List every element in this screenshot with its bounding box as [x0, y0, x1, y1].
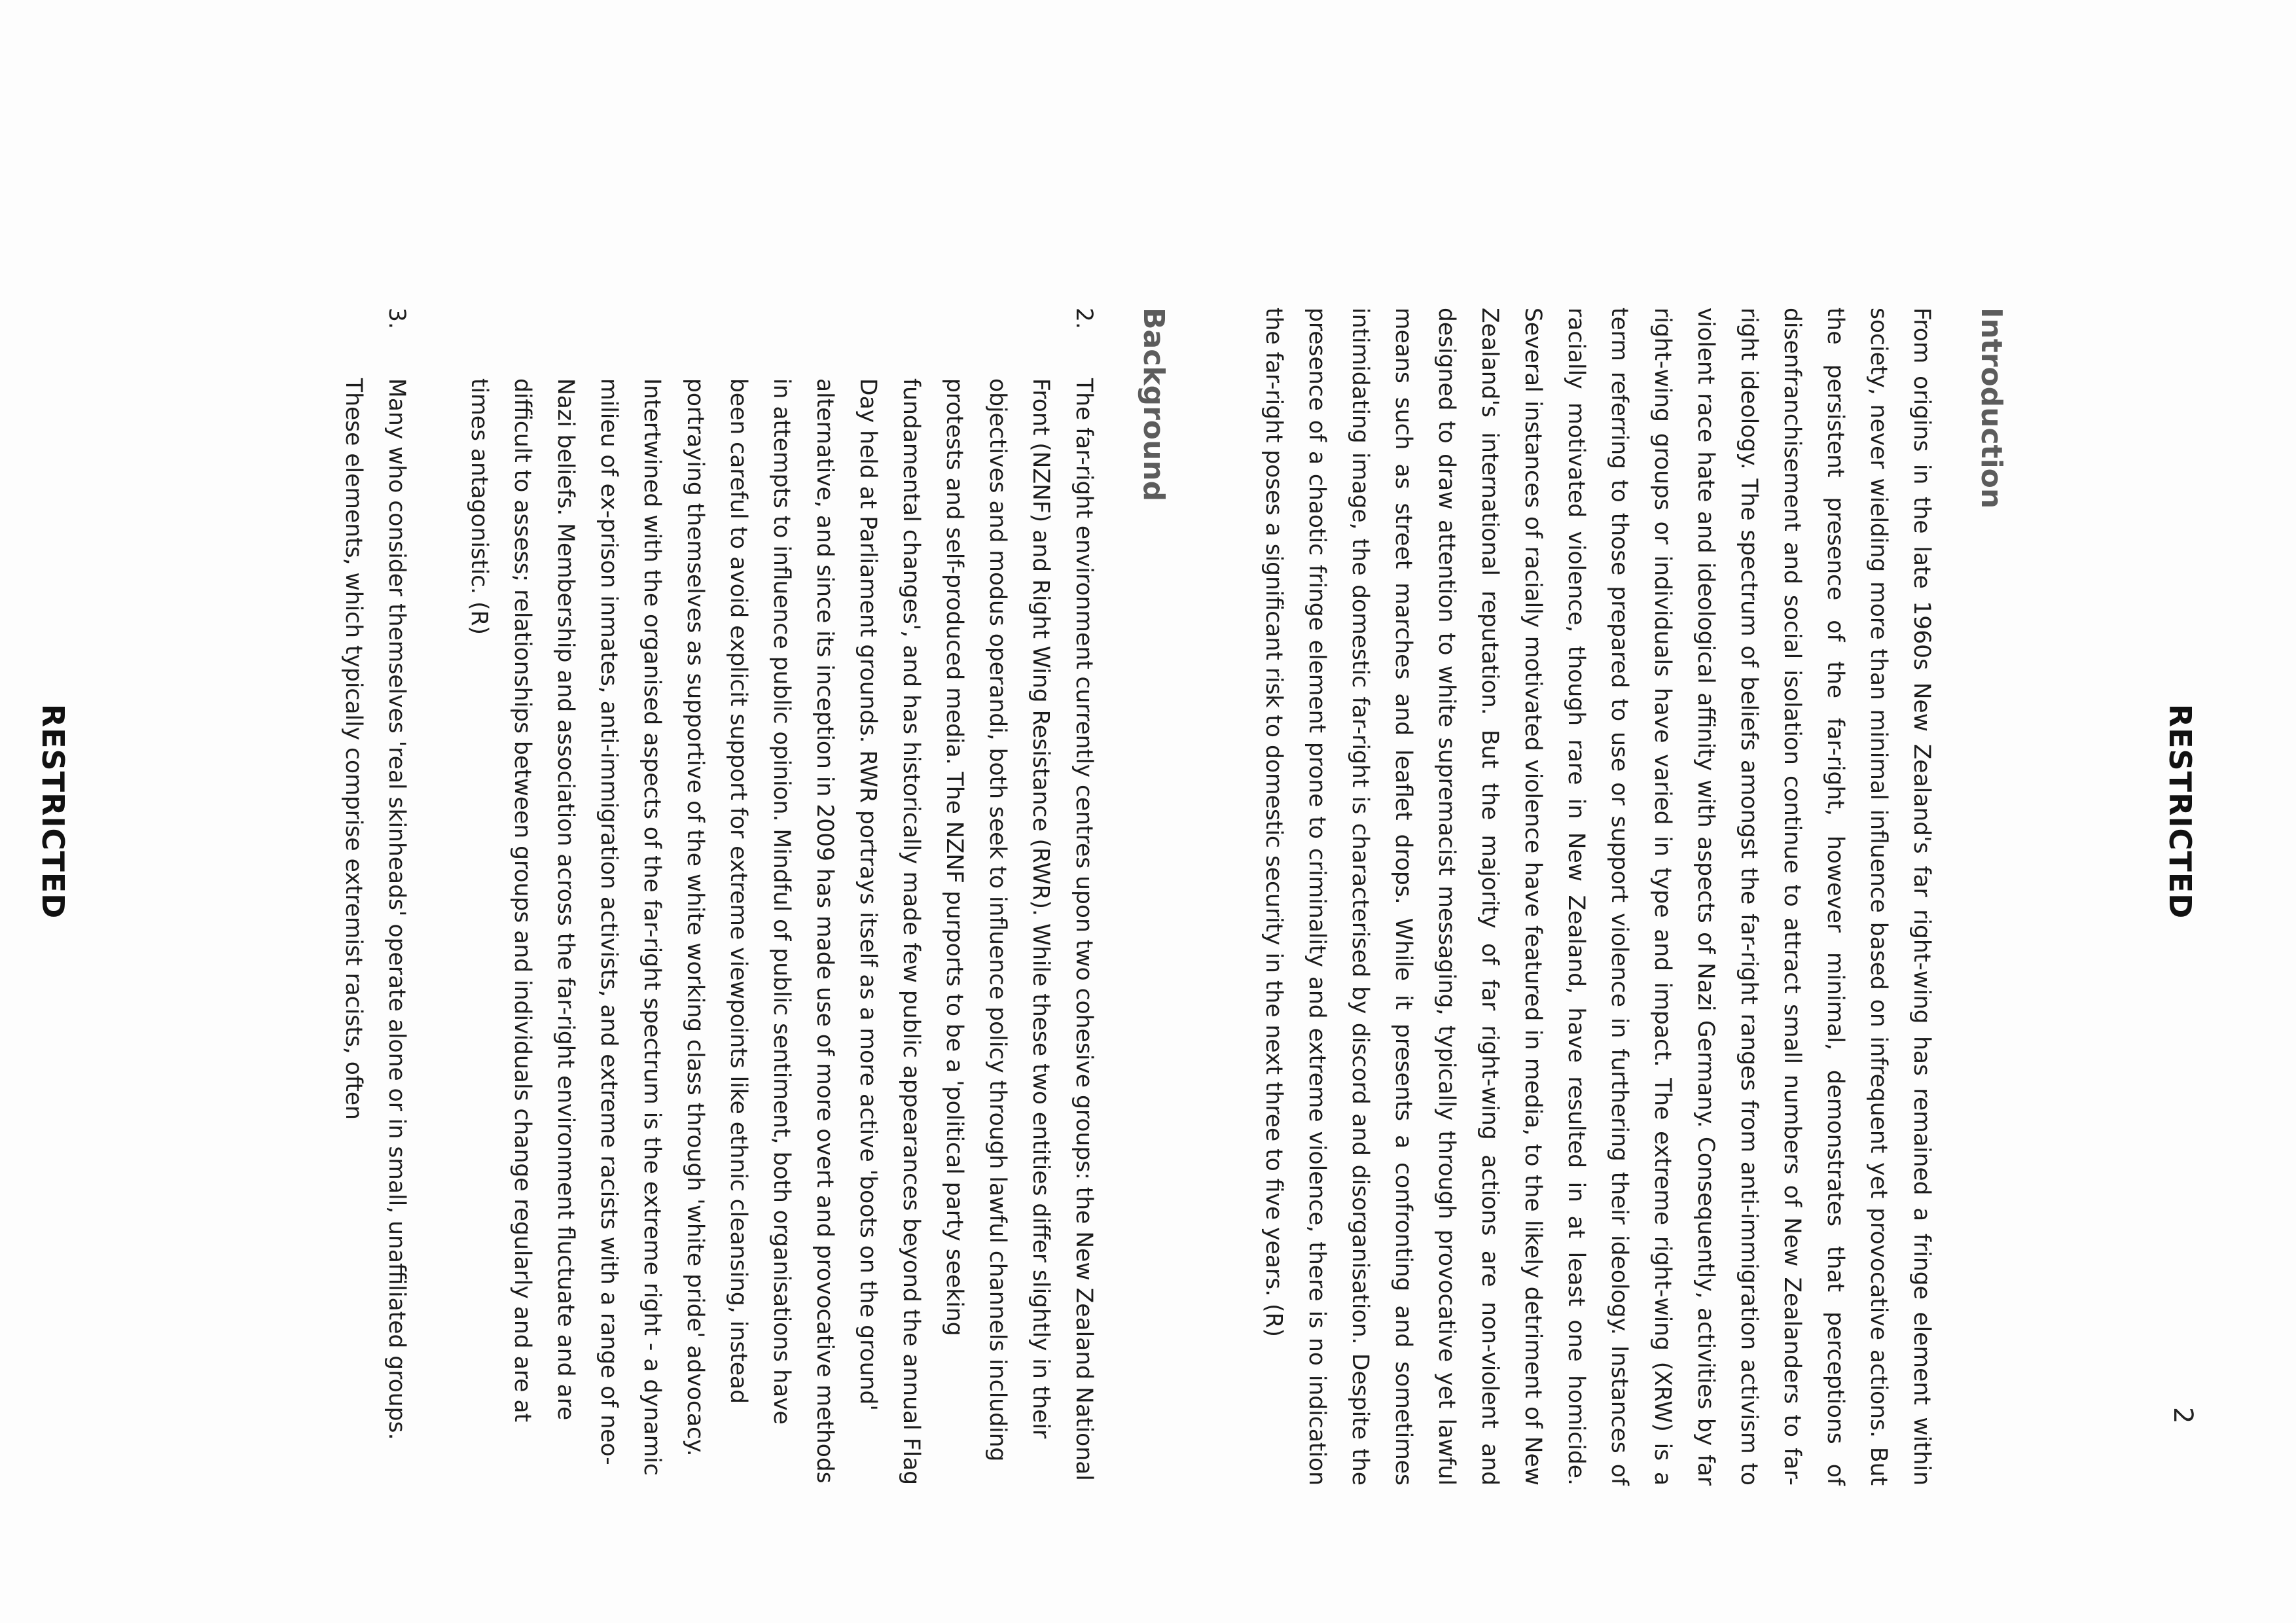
paragraph-2: [457, 308, 1105, 1486]
document-body: [332, 308, 2008, 1486]
page-number: 2: [2168, 1407, 2198, 1424]
paragraph-3-number: 3.: [384, 308, 410, 329]
introduction-paragraph: From origins in the late 1960s New Zealand's far right-wing has remained a fringe element within society, never wielding more than minimal influence based on infrequent yet provocative actions. But the persistent presence of the far-right, however minimal, demonstrates that perceptions of disenfranchisement and social isolation continue to attract small numbers of New Zealanders to far-right ideology. The spectrum of beliefs amongst the far-right ranges from anti-immigration activism to violent race hate and ideological affinity with aspects of Nazi Germany. Consequently, activities by far right-wing groups or individuals have varied in type and impact. The extreme right-wing (XRW) is a term referring to those prepared to use or support violence in furthering their ideology. Instances of racially motivated violence, though rare in New Zealand, have resulted in at least one homicide. Several instances of racially motivated violence have featured in media, to the likely detriment of New Zealand's international reputation. But the majority of far right-wing actions are non-violent and designed to draw attention to white supremacist messaging, typically through provocative yet lawful means such as street marches and leaflet drops. While it presents a confronting and sometimes intimidating image, the domestic far-right is characterised by discord and disorganisation. Despite the presence of a chaotic fringe element prone to criminality and extreme violence, there is no indication the far-right poses a significant risk to domestic security in the next three to five years. (R): [1261, 308, 1935, 1486]
paragraph-2-text: The far-right environment currently centres upon two cohesive groups: the New Zealand National Front (NZNF) and Right Wing Resistance (RWR). While these two entities differ slightly in their objectives and modus operandi, both seek to influence policy through lawful channels including protests and self-produced media. The NZNF purports to be a 'political party seeking fundamental changes', and has historically made few public appearances beyond the annual Flag Day held at Parliament grounds. RWR portrays itself as a more active 'boots on the ground' alternative, and since its inception in 2009 has made use of more overt and provocative methods in attempts to influence public opinion. Mindful of public sentiment, both organisations have been careful to avoid explicit support for extreme viewpoints like ethnic cleansing, instead portraying themselves as supportive of the white working class through 'white pride' advocacy. Intertwined with the organised aspects of the far-right spectrum is the extreme right - a dynamic milieu of ex-prison inmates, anti-immigration activists, and extreme racists with a range of neo-Nazi beliefs. Membership and association across the far-right environment fluctuate and are difficult to assess; relationships between groups and individuals change regularly and are at times antagonistic. (R): [466, 378, 1097, 1486]
background-heading: Background: [1137, 308, 1170, 502]
paragraph-3-text: Many who consider themselves 'real skinheads' operate alone or in small, unaffiliated groups. These elements, which typically comprise extremist racists, often: [340, 378, 410, 1440]
footer-classification: RESTRICTED: [35, 704, 71, 919]
introduction-heading: Introduction: [1975, 308, 2008, 509]
paragraph-3: [332, 308, 418, 1486]
paragraph-2-number: 2.: [1071, 308, 1097, 329]
header-classification: RESTRICTED: [2162, 704, 2198, 919]
